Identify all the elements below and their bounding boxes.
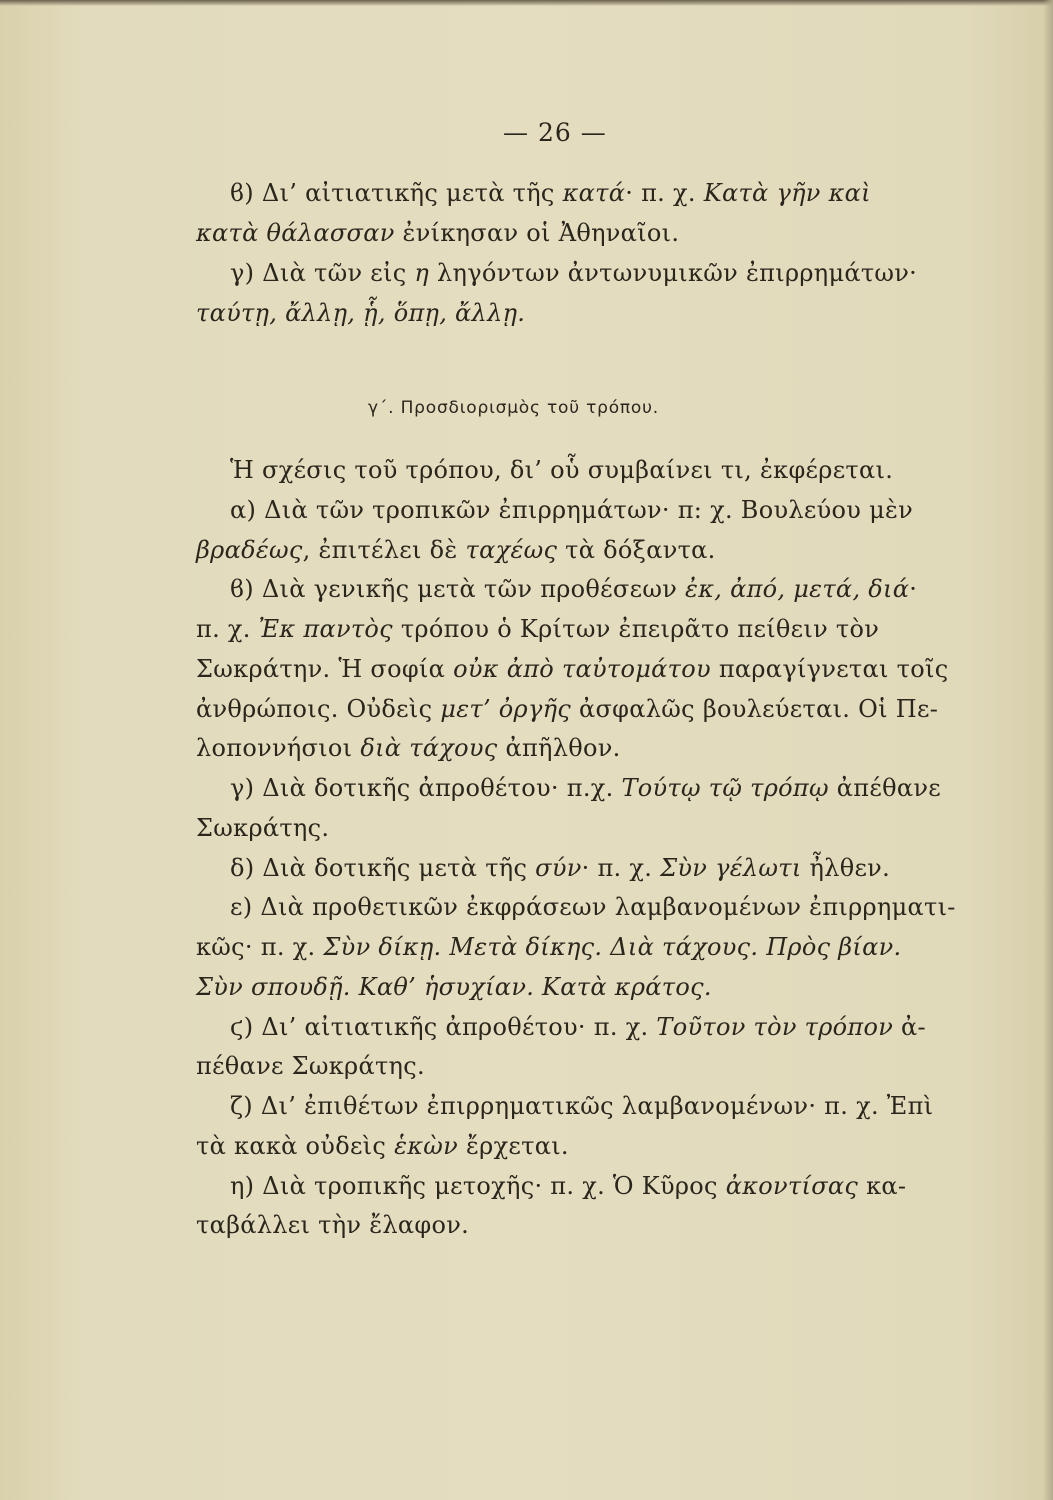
text-run: ἀσφαλῶς βουλεύεται. Οἱ Πε-: [571, 695, 939, 723]
text-line-12: [196, 694, 938, 724]
text-line-3: [230, 258, 917, 288]
text-run: διὰ τάχους: [360, 734, 498, 762]
text-run: ταχέως: [465, 536, 558, 564]
text-line-2: [196, 218, 679, 248]
text-run: Σὺν σπουδῇ. Καθ’ ἡσυχίαν. Κατὰ κράτος.: [196, 973, 712, 1001]
text-run: ἐκ, ἀπό, μετά, διά: [685, 575, 910, 603]
text-run: Ἐκ παντὸς: [258, 615, 393, 643]
text-line-14: [230, 773, 941, 803]
text-run: Τούτῳ τῷ τρόπῳ: [621, 774, 829, 802]
text-run: · π. χ.: [581, 854, 661, 882]
text-run: παραγίγνεται τοῖς: [710, 655, 949, 683]
text-run: ἔρχεται.: [458, 1132, 569, 1160]
text-run: ϐ) Δι’ αἰτιατικῆς μετὰ τῆς: [230, 179, 563, 207]
text-run: τὰ κακὰ οὐδεὶς: [196, 1132, 395, 1160]
section-heading: [368, 393, 659, 423]
text-run: ἐνίκησαν οἱ Ἀθηναῖοι.: [394, 219, 680, 247]
text-line-15: [196, 813, 329, 843]
text-run: ταύτῃ, ἄλλῃ, ᾗ, ὅπῃ, ἄλλῃ.: [196, 299, 526, 327]
text-run: οὐκ ἀπὸ ταὐτομάτου: [453, 655, 711, 683]
text-run: Σὺν γέλωτι: [660, 854, 802, 882]
text-run: ἀπῆλθον.: [497, 734, 621, 762]
text-line-21: [196, 1051, 425, 1081]
text-line-8: [196, 535, 716, 565]
text-run: κατά: [562, 179, 626, 207]
text-run: , ἐπιτέλει δὲ: [302, 536, 466, 564]
text-run: ε) Διὰ προθετικῶν ἐκφράσεων λαμβανομένων ἐπιρρηματι-: [230, 893, 956, 921]
text-run: πέθανε Σωκράτης.: [196, 1052, 425, 1080]
text-line-25: [196, 1210, 469, 1240]
text-run: τρόπου ὁ Κρίτων ἐπειρᾶτο πείθειν τὸν: [392, 615, 880, 643]
text-run: Σωκράτην. Ἡ σοφία: [196, 655, 454, 683]
text-line-22: [230, 1091, 933, 1121]
text-run: η) Διὰ τροπικῆς μετοχῆς· π. χ. Ὁ Κῦρος: [230, 1172, 726, 1200]
text-line-20: [230, 1012, 926, 1042]
text-line-10: [196, 614, 879, 644]
text-run: βραδέως: [196, 536, 303, 564]
text-run: Κατὰ γῆν καὶ: [703, 179, 871, 207]
text-run: ληγόντων ἀντωνυμικῶν ἐπιρρημάτων·: [429, 259, 918, 287]
text-run: κατὰ θάλασσαν: [196, 219, 395, 247]
text-line-13: [196, 733, 621, 763]
text-line-4: [196, 298, 525, 328]
text-run: σύν: [535, 854, 582, 882]
text-line-9: [230, 574, 917, 604]
text-run: · π. χ.: [625, 179, 704, 207]
text-run: κῶς· π. χ.: [196, 933, 324, 961]
text-run: κα-: [858, 1172, 907, 1200]
text-line-23: [196, 1131, 569, 1161]
text-run: ζ) Δι’ ἐπιθέτων ἐπιρρηματικῶς λαμβανομένων· π. χ. Ἐπὶ: [230, 1092, 934, 1120]
text-run: ϐ) Διὰ γενικῆς μετὰ τῶν προθέσεων: [230, 575, 686, 603]
text-run: δ) Διὰ δοτικῆς μετὰ τῆς: [230, 854, 536, 882]
text-line-19: [196, 972, 712, 1002]
text-run: ϛ) Δι’ αἰτιατικῆς ἀπροθέτου· π. χ.: [230, 1013, 657, 1041]
text-run: ταβάλλει τὴν ἔλαφον.: [196, 1211, 470, 1239]
text-line-7: [230, 495, 913, 525]
text-line-17: [230, 892, 956, 922]
text-run: Σὺν δίκῃ. Μετὰ δίκης. Διὰ τάχους. Πρὸς βίαν.: [323, 933, 902, 961]
text-run: ἑκὼν: [394, 1132, 459, 1160]
text-line-18: [196, 932, 901, 962]
text-run: ἀ-: [893, 1013, 926, 1041]
text-line-24: [230, 1171, 906, 1201]
text-run: ἀπέθανε: [828, 774, 941, 802]
text-run: π. χ.: [196, 615, 259, 643]
text-run: γ) Διὰ τῶν εἰς: [230, 259, 415, 287]
text-run: μετ’ ὀργῆς: [440, 695, 572, 723]
text-run: η: [414, 259, 430, 287]
page-number: — 26 —: [503, 118, 607, 147]
text-run: γ) Διὰ δοτικῆς ἀπροθέτου· π.χ.: [230, 774, 622, 802]
text-run: ·: [909, 575, 918, 603]
text-run: ἀκοντίσας: [725, 1172, 859, 1200]
text-run: α) Διὰ τῶν τροπικῶν ἐπιρρημάτων· π: χ. Βουλεύου μὲν: [230, 496, 914, 524]
text-run: ἦλθεν.: [801, 854, 890, 882]
text-run: Τοῦτον τὸν τρόπον: [656, 1013, 894, 1041]
text-line-6: [230, 455, 893, 485]
text-run: λοποννήσιοι: [196, 734, 361, 762]
text-line-11: [196, 654, 948, 684]
text-line-1: [230, 178, 871, 208]
text-run: ἀνθρώποις. Οὐδεὶς: [196, 695, 441, 723]
text-line-16: [230, 853, 890, 883]
text-run: Σωκράτης.: [196, 814, 330, 842]
text-run: Ἡ σχέσις τοῦ τρόπου, δι’ οὗ συμβαίνει τι, ἐκφέρεται.: [230, 456, 894, 484]
text-run: τὰ δόξαντα.: [557, 536, 716, 564]
text-run: γ΄. Προσδιορισμὸς τοῦ τρόπου.: [368, 398, 659, 418]
